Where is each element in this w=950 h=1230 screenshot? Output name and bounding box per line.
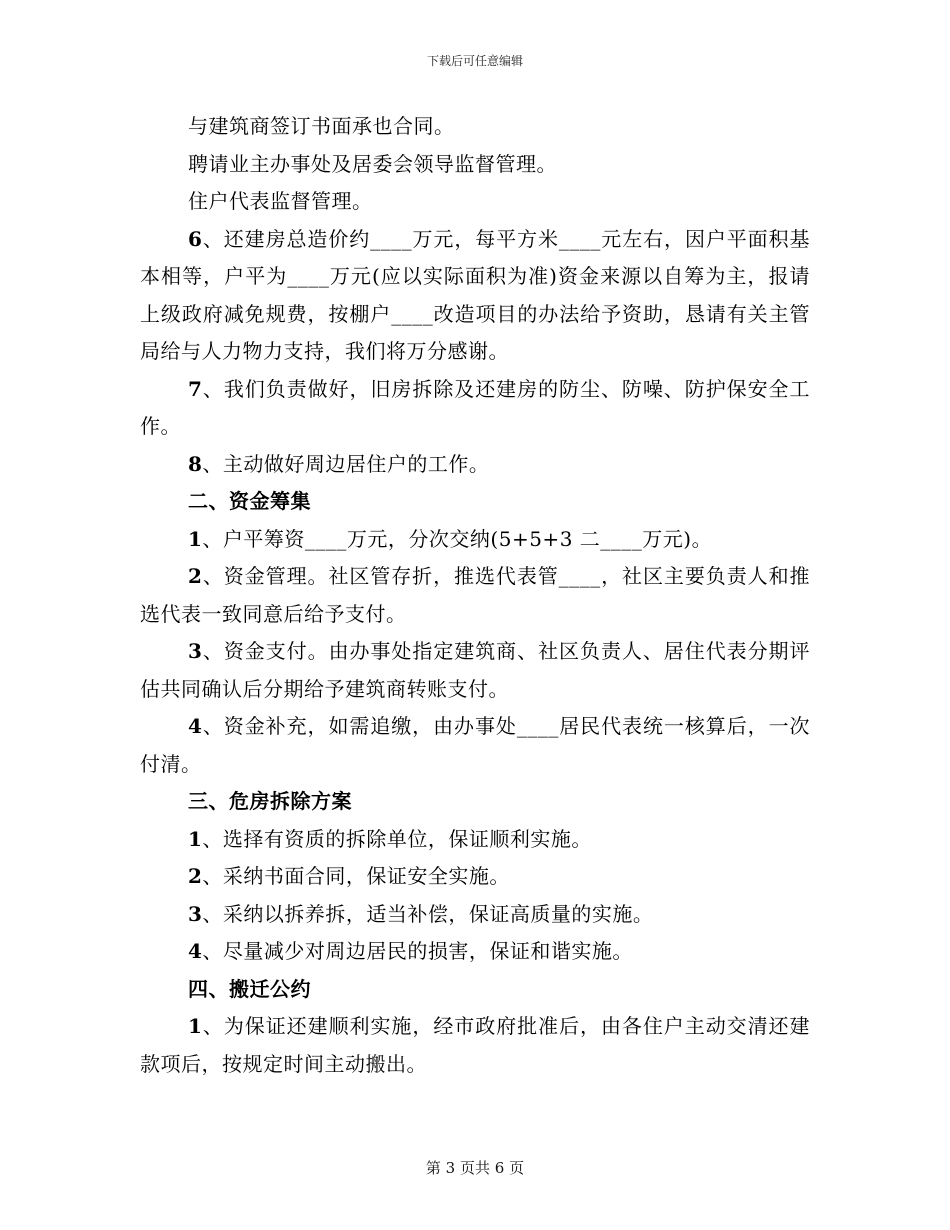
paragraph-text: 、资金补充，如需追缴，由办事处____居民代表统一核算后，一次付清。 xyxy=(140,714,810,776)
item-number: 1 xyxy=(188,1014,203,1038)
item-number: 8 xyxy=(188,451,203,476)
paragraph xyxy=(140,821,810,859)
paragraph xyxy=(140,371,810,446)
item-number: 1 xyxy=(188,526,203,551)
section-heading xyxy=(140,971,810,1009)
paragraph-text: 、采纳书面合同，保证安全实施。 xyxy=(202,864,510,888)
paragraph xyxy=(140,933,810,971)
paragraph-text: 、我们负责做好，旧房拆除及还建房的防尘、防噪、防护保安全工作。 xyxy=(140,376,810,438)
item-number: 1 xyxy=(188,826,203,851)
paragraph-text: 、选择有资质的拆除单位，保证顺利实施。 xyxy=(202,826,592,851)
paragraph-text: 与建筑商签订书面承也合同。 xyxy=(188,114,455,138)
item-number: 3 xyxy=(188,901,203,926)
paragraph-text: 、还建房总造价约____万元，每平方米____元左右，因户平面积基本相等，户平为____万元(应以实际面积为准)资金来源以自筹为主，报请上级政府减免规费，按棚户____改造项目的办法给予资助，恳请有关主管局给与人力物力支持，我们将万分感谢。 xyxy=(140,226,810,363)
item-number: 3 xyxy=(188,639,203,663)
paragraph-text: 、尽量减少对周边居民的损害，保证和谐实施。 xyxy=(202,939,633,963)
paragraph-text: 、主动做好周边居住户的工作。 xyxy=(202,451,490,476)
paragraph-text: 、资金管理。社区管存折，推选代表管____，社区主要负责人和推选代表一致同意后给予支付。 xyxy=(140,564,810,626)
paragraph-text: 、户平筹资____万元，分次交纳(5+5+3 二____万元)。 xyxy=(202,526,713,551)
item-number: 6 xyxy=(188,226,203,251)
paragraph xyxy=(140,521,810,559)
paragraph-text: 、为保证还建顺利实施，经市政府批准后，由各住户主动交清还建款项后，按规定时间主动搬出。 xyxy=(140,1014,810,1076)
item-number: 4 xyxy=(188,939,203,963)
item-number: 4 xyxy=(188,714,203,738)
paragraph xyxy=(140,446,810,484)
paragraph xyxy=(140,633,810,708)
paragraph-text: 住户代表监督管理。 xyxy=(188,189,373,213)
paragraph xyxy=(140,858,810,896)
item-number: 2 xyxy=(188,864,203,888)
document-body xyxy=(140,108,810,1083)
item-number: 7 xyxy=(188,376,203,401)
paragraph-text: 二、资金筹集 xyxy=(188,489,311,513)
paragraph-text: 四、搬迁公约 xyxy=(188,976,311,1001)
page-footer: 第 3 页共 6 页 xyxy=(425,1159,525,1177)
paragraph xyxy=(140,221,810,371)
paragraph-text: 、采纳以拆养拆，适当补偿，保证高质量的实施。 xyxy=(202,901,654,926)
paragraph xyxy=(140,896,810,934)
paragraph xyxy=(140,108,810,146)
paragraph xyxy=(140,1008,810,1083)
section-heading xyxy=(140,483,810,521)
item-number: 2 xyxy=(188,564,203,588)
page-header: 下载后可任意编辑 xyxy=(426,54,523,68)
paragraph xyxy=(140,146,810,184)
paragraph xyxy=(140,183,810,221)
paragraph xyxy=(140,708,810,783)
paragraph-text: 聘请业主办事处及居委会领导监督管理。 xyxy=(188,151,557,176)
paragraph-text: 三、危房拆除方案 xyxy=(188,789,352,813)
paragraph xyxy=(140,558,810,633)
paragraph-text: 、资金支付。由办事处指定建筑商、社区负责人、居住代表分期评估共同确认后分期给予建筑商转账支付。 xyxy=(140,639,810,701)
section-heading xyxy=(140,783,810,821)
